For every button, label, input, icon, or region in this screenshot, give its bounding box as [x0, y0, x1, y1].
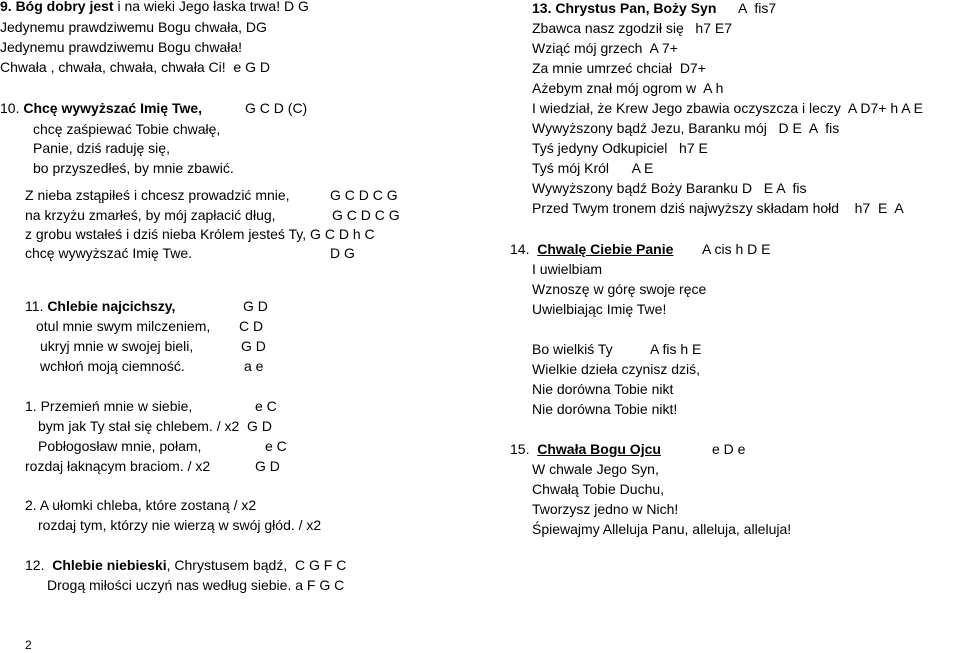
song-10-line-3: Panie, dziś raduję się,: [33, 140, 170, 156]
song-9-line-4: Chwała , chwała, chwała, chwała Ci! e G D: [0, 59, 270, 75]
song-11-verse-1-chords-3: e C: [265, 438, 287, 454]
song-15-line-5: Śpiewajmy Alleluja Panu, alleluja, alleluja!: [532, 521, 792, 537]
song-10-line-2: chcę zaśpiewać Tobie chwałę,: [33, 121, 221, 137]
song-15-title: Chwała Bogu Ojcu: [537, 441, 661, 457]
song-14-line-1: [510, 241, 673, 257]
song-11-verse-1-line-3: Pobłogosław mnie, połam,: [38, 438, 202, 454]
song-9-line-1: [0, 0, 309, 14]
song-14-line-6: Wielkie dzieła czynisz dziś,: [532, 361, 701, 377]
song-10-chords-8: D G: [330, 245, 355, 261]
song-10-line-5: Z nieba zstąpiłeś i chcesz prowadzić mnie,: [25, 187, 290, 203]
song-13-title: 13. Chrystus Pan, Boży Syn: [532, 0, 717, 16]
song-10-title: Chcę wywyższać Imię Twe,: [23, 100, 203, 116]
song-13-line-6: I wiedział, że Krew Jego zbawia oczyszcza i leczy A D7+ h A E: [532, 100, 924, 116]
song-10-chords-6: G C D C G: [332, 207, 400, 223]
song-14-line-4: Uwielbiając Imię Twe!: [532, 301, 667, 317]
song-11-line-4: wchłoń moją ciemność.: [40, 358, 185, 374]
song-10-number: 10.: [0, 100, 24, 116]
song-11-verse-1-line-4: rozdaj łaknącym braciom. / x2: [25, 458, 211, 474]
song-9-line-2: Jedynemu prawdziwemu Bogu chwała, DG: [0, 19, 267, 35]
song-11-line-1: [25, 298, 175, 314]
song-11-chords-2: C D: [239, 318, 264, 334]
song-14-number: 14.: [510, 241, 538, 257]
song-13-chords-1: A fis7: [738, 0, 777, 16]
song-13-line-4: Za mnie umrzeć chciał D7+: [532, 60, 706, 76]
song-13-line-7: Wywyższony bądź Jezu, Baranku mój D E A fis: [532, 120, 840, 136]
song-10-line-8: chcę wywyższać Imię Twe.: [25, 245, 193, 261]
song-12-line-1-rest: , Chrystusem bądź, C G F C: [166, 557, 347, 573]
song-11-verse-2-line-1: 2. A ułomki chleba, które zostaną / x2: [25, 497, 257, 513]
song-10-line-1: [0, 100, 202, 116]
song-11-title: Chlebie najcichszy,: [47, 298, 176, 314]
song-15-line-4: Tworzysz jedno w Nich!: [532, 501, 679, 517]
song-12-line-1: [25, 557, 346, 573]
song-11-chords-3: G D: [241, 338, 266, 354]
song-11-line-2: otul mnie swym milczeniem,: [36, 318, 211, 334]
song-13-line-3: Wziąć mój grzech A 7+: [532, 40, 678, 56]
song-10-chords-5: G C D C G: [330, 187, 398, 203]
song-12-title: Chlebie niebieski: [52, 557, 167, 573]
song-10-line-4: bo przyszedłeś, by mnie zbawić.: [33, 160, 234, 176]
song-11-verse-1-line-2: bym jak Ty stał się chlebem. / x2 G D: [38, 418, 272, 434]
song-11-line-3: ukryj mnie w swojej bieli,: [40, 338, 194, 354]
song-11-verse-1-chords-1: e C: [255, 398, 277, 414]
song-10-line-7: z grobu wstałeś i dziś nieba Królem jesteś Ty, G C D h C: [25, 226, 375, 242]
song-15-number: 15.: [510, 441, 538, 457]
song-15-line-3: Chwałą Tobie Duchu,: [532, 481, 665, 497]
song-10-line-6: na krzyżu zmarłeś, by mój zapłacić dług,: [25, 207, 276, 223]
song-13-line-5: Ażebym znał mój ogrom w A h: [532, 80, 724, 96]
song-12-number: 12.: [25, 557, 53, 573]
song-11-verse-1-chords-4: G D: [255, 458, 280, 474]
song-14-title: Chwalę Ciebie Panie: [537, 241, 674, 257]
song-14-chords-5: A fis h E: [650, 341, 702, 357]
song-13-line-9: Tyś mój Król A E: [532, 160, 654, 176]
song-11-chords-4: a e: [244, 358, 264, 374]
song-14-line-5: Bo wielkiś Ty: [532, 341, 613, 357]
song-10-chords-1: G C D (C): [245, 100, 308, 116]
song-14-line-2: I uwielbiam: [532, 261, 603, 277]
song-12-line-2: Drogą miłości uczyń nas według siebie. a F G C: [47, 577, 345, 593]
song-13-line-10: Wywyższony bądź Boży Baranku D E A fis: [532, 180, 807, 196]
song-9-line-1-rest: i na wieki Jego łaska trwa! D G: [113, 0, 309, 14]
song-14-line-8: Nie dorówna Tobie nikt!: [532, 401, 678, 417]
song-9-line-3: Jedynemu prawdziwemu Bogu chwała!: [0, 39, 243, 55]
song-15-line-2: W chwale Jego Syn,: [532, 461, 659, 477]
song-11-verse-1-line-1: 1. Przemień mnie w siebie,: [25, 398, 193, 414]
song-14-line-7: Nie dorówna Tobie nikt: [532, 381, 674, 397]
song-13-line-11: Przed Twym tronem dziś najwyższy składam hołd h7 E A: [532, 200, 904, 216]
song-11-chords-1: G D: [243, 298, 268, 314]
song-15-chords-1: e D e: [712, 441, 746, 457]
song-11-number: 11.: [25, 298, 48, 314]
song-13-line-8: Tyś jedyny Odkupiciel h7 E: [532, 140, 708, 156]
page-number: 2: [25, 638, 32, 652]
song-11-verse-2-line-2: rozdaj tym, którzy nie wierzą w swój głód. / x2: [38, 517, 322, 533]
song-15-line-1: [510, 441, 661, 457]
song-14-line-3: Wznoszę w górę swoje ręce: [532, 281, 707, 297]
song-9-title: 9. Bóg dobry jest: [0, 0, 114, 14]
song-14-chords-1: A cis h D E: [702, 241, 771, 257]
song-13-line-2: Zbawca nasz zgodził się h7 E7: [532, 20, 732, 36]
